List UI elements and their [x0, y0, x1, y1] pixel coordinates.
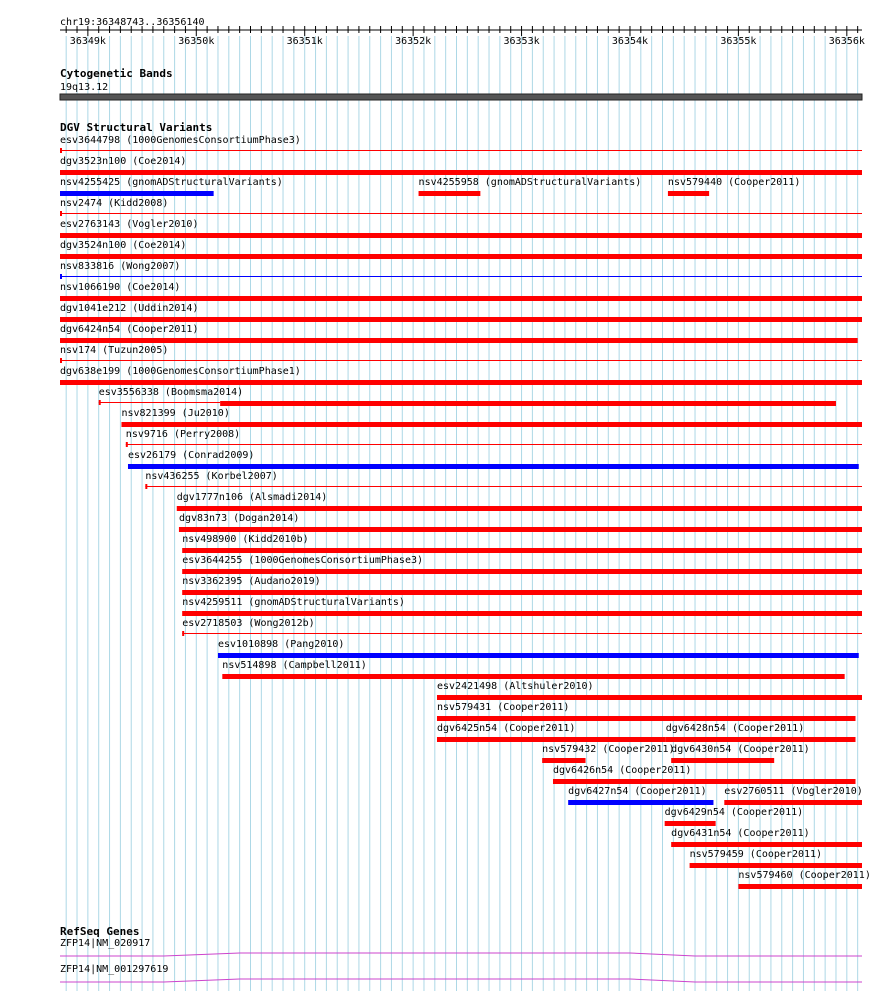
variant-label: nsv579460 (Cooper2011) — [738, 870, 871, 881]
variant-label: esv2718503 (Wong2012b) — [182, 618, 315, 629]
variant-bar[interactable] — [60, 338, 858, 343]
variant-feature[interactable] — [668, 177, 800, 196]
variant-bar[interactable] — [218, 653, 859, 658]
variant-feature[interactable] — [671, 828, 862, 847]
variant-label: nsv579431 (Cooper2011) — [436, 702, 570, 713]
variant-feature[interactable] — [177, 492, 862, 511]
variant-line[interactable] — [60, 150, 862, 151]
variant-line[interactable] — [60, 276, 862, 277]
refseq-track-title: RefSeq Genes — [60, 925, 140, 938]
variant-bar[interactable] — [60, 380, 862, 385]
variant-line[interactable] — [126, 444, 862, 445]
variant-bar[interactable] — [666, 737, 856, 742]
variant-feature[interactable] — [60, 366, 862, 385]
variant-line[interactable] — [60, 360, 862, 361]
variant-label: nsv4255958 (gnomADStructuralVariants) — [418, 177, 642, 188]
variant-bar[interactable] — [182, 548, 862, 553]
variant-label: dgv6427n54 (Cooper2011) — [568, 786, 707, 797]
variant-label: nsv498900 (Kidd2010b) — [182, 534, 309, 545]
variant-feature[interactable] — [437, 681, 862, 700]
variant-bar[interactable] — [60, 170, 862, 175]
variant-label: nsv4255425 (gnomADStructuralVariants) — [60, 177, 283, 188]
variant-label: nsv3362395 (Audano2019) — [182, 576, 321, 587]
variant-label: esv2760511 (Vogler2010) — [724, 786, 863, 797]
variant-feature[interactable] — [145, 471, 862, 489]
variant-feature[interactable] — [60, 240, 862, 259]
variant-start-mark — [60, 358, 62, 363]
variant-bar[interactable] — [177, 506, 862, 511]
variant-label: dgv6428n54 (Cooper2011) — [665, 723, 805, 734]
ruler-tick-label: 36350k — [178, 36, 215, 47]
variant-bar[interactable] — [437, 737, 666, 742]
variant-feature[interactable] — [222, 660, 844, 679]
variant-label: esv3556338 (Boomsma2014) — [98, 387, 244, 398]
gene-feature[interactable] — [60, 964, 862, 982]
variant-bar[interactable] — [60, 254, 862, 259]
variant-label: nsv579459 (Cooper2011) — [689, 849, 823, 860]
variant-label: esv3644255 (1000GenomesConsortiumPhase3) — [182, 555, 424, 566]
variant-label: dgv638e199 (1000GenomesConsortiumPhase1) — [60, 366, 301, 377]
variant-line[interactable] — [60, 213, 862, 214]
variant-bar[interactable] — [671, 758, 774, 763]
variant-feature[interactable] — [60, 261, 862, 279]
variant-label: dgv3523n100 (Coe2014) — [60, 156, 187, 167]
ruler-tick-label: 36356k — [828, 36, 865, 47]
variant-label: esv26179 (Conrad2009) — [127, 450, 255, 461]
variant-label: dgv1777n106 (Alsmadi2014) — [176, 492, 328, 503]
variant-bar[interactable] — [690, 863, 862, 868]
variant-label: nsv579432 (Cooper2011) — [542, 744, 675, 755]
variant-feature[interactable] — [738, 870, 870, 889]
cytoband-track[interactable] — [60, 67, 862, 100]
variant-bar[interactable] — [419, 191, 481, 196]
variant-label: dgv83n73 (Dogan2014) — [178, 513, 300, 524]
variant-bar[interactable] — [671, 842, 862, 847]
gene-feature[interactable] — [60, 938, 862, 956]
variant-start-mark — [60, 148, 62, 153]
variant-feature[interactable] — [60, 156, 862, 175]
variant-feature[interactable] — [553, 765, 855, 784]
variant-feature[interactable] — [60, 198, 862, 216]
variant-label: dgv6430n54 (Cooper2011) — [671, 744, 810, 755]
variant-bar[interactable] — [437, 695, 862, 700]
variant-bar[interactable] — [724, 800, 862, 805]
variant-label: dgv6424n54 (Cooper2011) — [60, 324, 199, 335]
variant-label: esv1010898 (Pang2010) — [217, 639, 345, 650]
variant-bar[interactable] — [553, 779, 855, 784]
variant-bar[interactable] — [121, 422, 862, 427]
ruler-tick-label: 36353k — [503, 36, 540, 47]
variant-label: nsv174 (Tuzun2005) — [60, 345, 169, 356]
variant-bar[interactable] — [542, 758, 585, 763]
variant-bar[interactable] — [60, 317, 862, 322]
variant-bar[interactable] — [60, 296, 862, 301]
variant-bar[interactable] — [222, 674, 844, 679]
variant-feature[interactable] — [437, 723, 666, 742]
gene-model[interactable] — [60, 953, 862, 956]
variant-label: dgv6431n54 (Cooper2011) — [671, 828, 810, 839]
variant-feature[interactable] — [60, 282, 862, 301]
variant-bar[interactable] — [128, 464, 859, 469]
variant-bar[interactable] — [568, 800, 713, 805]
variant-label: nsv436255 (Korbel2007) — [145, 471, 278, 482]
region-label: chr19:36348743..36356140 — [60, 17, 205, 28]
ruler-tick-label: 36355k — [720, 36, 757, 47]
variant-line[interactable] — [182, 633, 862, 634]
ruler-tick-label: 36349k — [69, 36, 106, 47]
variant-label: dgv6425n54 (Cooper2011) — [436, 723, 576, 734]
variant-feature[interactable] — [724, 786, 862, 805]
gene-label: ZFP14|NM_020917 — [60, 938, 151, 949]
variant-label: dgv1041e212 (Uddin2014) — [60, 303, 199, 314]
variant-label: esv2421498 (Altshuler2010) — [436, 681, 594, 692]
variant-label: dgv3524n100 (Coe2014) — [60, 240, 187, 251]
variant-bar[interactable] — [179, 527, 862, 532]
variant-label: nsv4259511 (gnomADStructuralVariants) — [182, 597, 405, 608]
variant-feature[interactable] — [665, 807, 803, 826]
variant-bar[interactable] — [220, 401, 836, 406]
variant-label: nsv833816 (Wong2007) — [60, 261, 181, 272]
cytoband-label: 19q13.12 — [60, 82, 109, 93]
variant-bar[interactable] — [182, 569, 862, 574]
variant-label: nsv2474 (Kidd2008) — [60, 198, 169, 209]
cytoband-track-title: Cytogenetic Bands — [60, 67, 173, 80]
variant-feature[interactable] — [666, 723, 856, 742]
ruler-tick-label: 36351k — [286, 36, 323, 47]
variant-feature[interactable] — [179, 513, 862, 532]
variant-bar[interactable] — [60, 233, 862, 238]
variant-start-mark — [182, 631, 184, 636]
variant-label: nsv9716 (Perry2008) — [125, 429, 241, 440]
variant-bar[interactable] — [665, 821, 716, 826]
variant-label: dgv6426n54 (Cooper2011) — [552, 765, 692, 776]
cytoband-bar[interactable] — [60, 94, 862, 100]
ruler-tick-label: 36352k — [395, 36, 432, 47]
variant-feature[interactable] — [126, 429, 862, 447]
variant-start-mark — [126, 442, 128, 447]
variant-feature[interactable] — [60, 345, 862, 363]
variant-label: nsv821399 (Ju2010) — [121, 408, 230, 419]
variant-label: nsv514898 (Campbell2011) — [222, 660, 367, 671]
variant-line[interactable] — [145, 486, 862, 487]
variant-feature[interactable] — [568, 786, 713, 805]
variant-label: esv2763143 (Vogler2010) — [60, 219, 199, 230]
variant-feature[interactable] — [60, 219, 862, 238]
variant-line[interactable] — [99, 402, 220, 403]
refseq-track[interactable] — [60, 925, 862, 982]
variant-bar[interactable] — [437, 716, 856, 721]
gene-model[interactable] — [60, 979, 862, 982]
dgv-track-title: DGV Structural Variants — [60, 121, 213, 134]
ruler-track — [60, 17, 865, 47]
variant-start-mark — [145, 484, 147, 489]
variant-start-mark — [60, 211, 62, 216]
variant-bar[interactable] — [738, 884, 862, 889]
variant-feature[interactable] — [218, 639, 859, 658]
variant-feature[interactable] — [60, 177, 283, 196]
variant-bar[interactable] — [182, 611, 862, 616]
variant-start-mark — [99, 400, 101, 405]
variant-label: esv3644798 (1000GenomesConsortiumPhase3) — [60, 135, 301, 146]
ruler-tick-label: 36354k — [611, 36, 649, 47]
variant-feature[interactable] — [60, 303, 862, 322]
variant-feature[interactable] — [60, 135, 862, 153]
variant-feature[interactable] — [671, 744, 809, 763]
gene-label: ZFP14|NM_001297619 — [60, 964, 169, 975]
variant-label: nsv1066190 (Coe2014) — [60, 282, 181, 293]
variant-bar[interactable] — [60, 191, 214, 196]
variant-bar[interactable] — [182, 590, 862, 595]
variant-label: dgv6429n54 (Cooper2011) — [664, 807, 804, 818]
variant-bar[interactable] — [668, 191, 709, 196]
variant-start-mark — [60, 274, 62, 279]
variant-label: nsv579440 (Cooper2011) — [667, 177, 801, 188]
variant-feature[interactable] — [121, 408, 862, 427]
